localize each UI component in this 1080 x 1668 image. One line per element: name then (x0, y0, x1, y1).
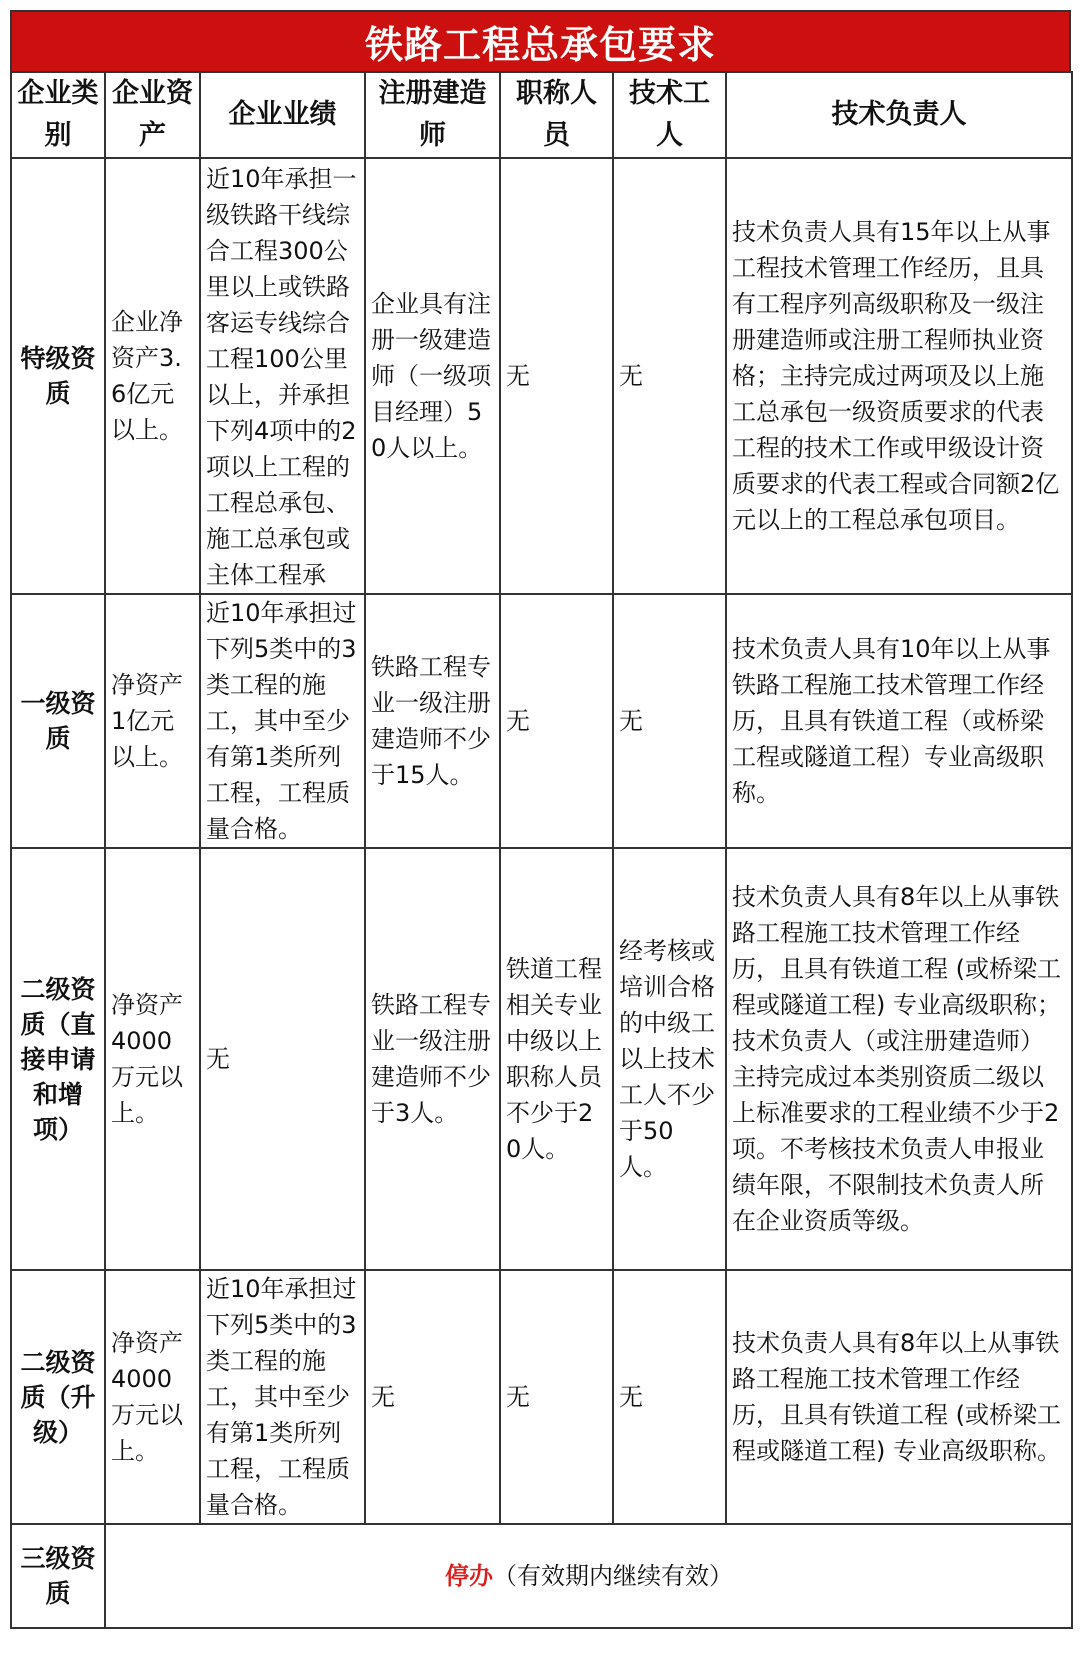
row-assets: 企业净资产3.6亿元以上。 (105, 158, 200, 594)
row-constructor: 铁路工程专业一级注册建造师不少于3人。 (365, 848, 500, 1270)
row-tech-lead: 技术负责人具有10年以上从事铁路工程施工技术管理工作经历，且具有铁道工程（或桥梁工程或隧道工程）专业高级职称。 (726, 594, 1072, 848)
header-workers: 技术工人 (613, 72, 726, 158)
row-category: 特级资质 (11, 158, 105, 594)
row-workers: 无 (613, 158, 726, 594)
header-titled-staff: 职称人员 (500, 72, 613, 158)
row-performance: 近10年承担过下列5类中的3类工程的施工，其中至少有第1类所列工程，工程质量合格。 (200, 594, 365, 848)
row-category: 二级资质（升级） (11, 1270, 105, 1524)
requirements-document (10, 10, 1071, 1658)
row-category: 一级资质 (11, 594, 105, 848)
row-titled-staff: 无 (500, 158, 613, 594)
header-performance: 企业业绩 (200, 72, 365, 158)
header-assets: 企业资产 (105, 72, 200, 158)
row-tech-lead: 技术负责人具有8年以上从事铁路工程施工技术管理工作经历，且具有铁道工程 (或桥梁工程或隧道工程) 专业高级职称。 (726, 1270, 1072, 1524)
table-row (11, 158, 1072, 594)
document-title: 铁路工程总承包要求 (10, 10, 1071, 71)
table-row (11, 594, 1072, 848)
header-constructor: 注册建造师 (365, 72, 500, 158)
requirements-table (10, 71, 1073, 1629)
header-row (11, 72, 1072, 158)
row-performance: 无 (200, 848, 365, 1270)
row-workers: 经考核或培训合格的中级工以上技术工人不少于50人。 (613, 848, 726, 1270)
row-tech-lead: 技术负责人具有15年以上从事工程技术管理工作经历，且具有工程序列高级职称及一级注册建造师或注册工程师执业资格；主持完成过两项及以上施工总承包一级资质要求的代表工程的技术工作或甲级设计资质要求的代表工程或合同额2亿元以上的工程总承包项目。 (726, 158, 1072, 594)
grade3-note: （有效期内继续有效） (493, 1562, 733, 1590)
table-row (11, 1270, 1072, 1524)
row-assets: 净资产4000万元以上。 (105, 1270, 200, 1524)
row-constructor: 企业具有注册一级建造师（一级项目经理）50人以上。 (365, 158, 500, 594)
row-titled-staff: 无 (500, 1270, 613, 1524)
row-performance: 近10年承担过下列5类中的3类工程的施工，其中至少有第1类所列工程，工程质量合格。 (200, 1270, 365, 1524)
table-row (11, 848, 1072, 1270)
row-category: 二级资质（直接申请和增项） (11, 848, 105, 1270)
grade3-status-cell (105, 1524, 1072, 1628)
grade3-row (11, 1524, 1072, 1628)
row-titled-staff: 铁道工程相关专业中级以上职称人员不少于20人。 (500, 848, 613, 1270)
row-constructor: 铁路工程专业一级注册建造师不少于15人。 (365, 594, 500, 848)
row-workers: 无 (613, 1270, 726, 1524)
header-tech-lead: 技术负责人 (726, 72, 1072, 158)
row-constructor: 无 (365, 1270, 500, 1524)
row-tech-lead: 技术负责人具有8年以上从事铁路工程施工技术管理工作经历，且具有铁道工程 (或桥梁工程或隧道工程) 专业高级职称；技术负责人（或注册建造师）主持完成过本类别资质二级以上标准要求的工程业绩不少于2项。不考核技术负责人申报业绩年限，不限制技术负责人所在企业资质等级。 (726, 848, 1072, 1270)
row-assets: 净资产1亿元以上。 (105, 594, 200, 848)
row-workers: 无 (613, 594, 726, 848)
row-performance: 近10年承担一级铁路干线综合工程300公里以上或铁路客运专线综合工程100公里以上，并承担下列4项中的2项以上工程的工程总承包、施工总承包或主体工程承 (200, 158, 365, 594)
row-titled-staff: 无 (500, 594, 613, 848)
header-category: 企业类别 (11, 72, 105, 158)
grade3-status: 停办 (445, 1562, 493, 1590)
grade3-category: 三级资质 (11, 1524, 105, 1628)
row-assets: 净资产4000万元以上。 (105, 848, 200, 1270)
